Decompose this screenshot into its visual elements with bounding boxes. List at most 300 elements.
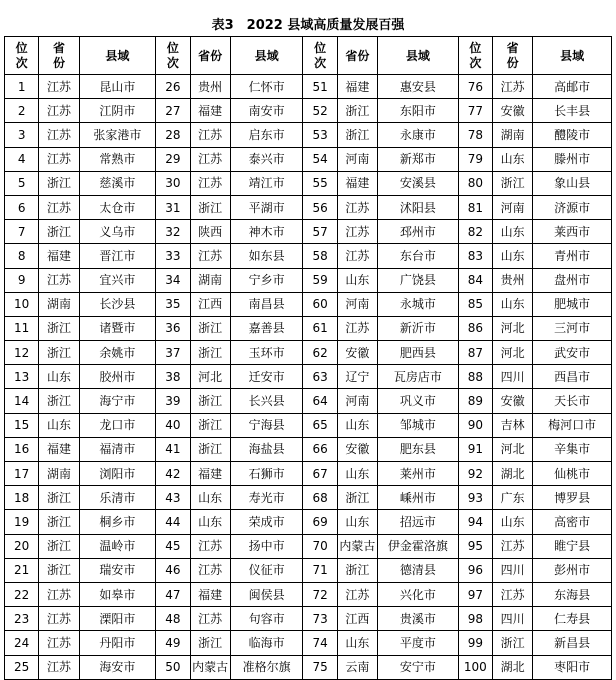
province-cell: 江苏 xyxy=(39,268,79,292)
county-cell: 启东市 xyxy=(230,123,303,147)
province-cell: 江西 xyxy=(337,607,377,631)
province-cell: 浙江 xyxy=(337,558,377,582)
county-cell: 石狮市 xyxy=(230,462,303,486)
county-cell: 肥西县 xyxy=(378,341,459,365)
rank-cell: 41 xyxy=(156,437,190,461)
province-cell: 山东 xyxy=(492,292,532,316)
province-cell: 山东 xyxy=(492,220,532,244)
province-cell: 湖北 xyxy=(492,462,532,486)
county-cell: 晋江市 xyxy=(79,244,156,268)
table-row xyxy=(5,582,612,606)
table-row xyxy=(5,75,612,99)
province-cell: 山东 xyxy=(492,244,532,268)
rank-cell: 94 xyxy=(458,510,492,534)
county-cell: 盘州市 xyxy=(533,268,612,292)
province-cell: 浙江 xyxy=(39,316,79,340)
province-cell: 湖南 xyxy=(39,292,79,316)
rank-cell: 77 xyxy=(458,99,492,123)
rank-cell: 20 xyxy=(5,534,39,558)
rank-cell: 25 xyxy=(5,655,39,679)
rank-cell: 33 xyxy=(156,244,190,268)
county-cell: 新郑市 xyxy=(378,147,459,171)
header-province: 省份 xyxy=(337,37,377,75)
county-cell: 肥东县 xyxy=(378,437,459,461)
table-row xyxy=(5,316,612,340)
province-cell: 浙江 xyxy=(337,123,377,147)
province-cell: 江苏 xyxy=(337,316,377,340)
province-cell: 湖北 xyxy=(492,655,532,679)
province-cell: 浙江 xyxy=(190,413,230,437)
rank-cell: 51 xyxy=(303,75,337,99)
county-cell: 瓦房店市 xyxy=(378,365,459,389)
county-cell: 莱州市 xyxy=(378,462,459,486)
table-row xyxy=(5,171,612,195)
province-cell: 四川 xyxy=(492,558,532,582)
county-cell: 乐清市 xyxy=(79,486,156,510)
rank-cell: 93 xyxy=(458,486,492,510)
county-cell: 海安市 xyxy=(79,655,156,679)
rank-cell: 19 xyxy=(5,510,39,534)
province-cell: 山东 xyxy=(39,413,79,437)
header-county: 县域 xyxy=(230,37,303,75)
county-cell: 余姚市 xyxy=(79,341,156,365)
county-cell: 胶州市 xyxy=(79,365,156,389)
rank-cell: 11 xyxy=(5,316,39,340)
rank-cell: 15 xyxy=(5,413,39,437)
province-cell: 江苏 xyxy=(337,220,377,244)
rank-cell: 100 xyxy=(458,655,492,679)
rank-cell: 34 xyxy=(156,268,190,292)
table-row xyxy=(5,486,612,510)
rank-cell: 46 xyxy=(156,558,190,582)
province-cell: 四川 xyxy=(492,607,532,631)
county-cell: 长丰县 xyxy=(533,99,612,123)
province-cell: 山东 xyxy=(337,268,377,292)
county-cell: 梅河口市 xyxy=(533,413,612,437)
rank-cell: 76 xyxy=(458,75,492,99)
county-cell: 象山县 xyxy=(533,171,612,195)
province-cell: 浙江 xyxy=(39,534,79,558)
province-cell: 安徽 xyxy=(492,389,532,413)
province-cell: 福建 xyxy=(39,244,79,268)
province-cell: 福建 xyxy=(39,437,79,461)
rank-cell: 57 xyxy=(303,220,337,244)
county-cell: 贵溪市 xyxy=(378,607,459,631)
province-cell: 安徽 xyxy=(337,437,377,461)
rank-cell: 10 xyxy=(5,292,39,316)
province-cell: 山东 xyxy=(337,631,377,655)
province-cell: 浙江 xyxy=(190,389,230,413)
county-cell: 靖江市 xyxy=(230,171,303,195)
county-cell: 肥城市 xyxy=(533,292,612,316)
rank-cell: 56 xyxy=(303,195,337,219)
province-cell: 江苏 xyxy=(39,195,79,219)
rank-cell: 9 xyxy=(5,268,39,292)
province-cell: 江苏 xyxy=(190,171,230,195)
rank-cell: 39 xyxy=(156,389,190,413)
province-cell: 江苏 xyxy=(39,582,79,606)
county-cell: 海宁市 xyxy=(79,389,156,413)
province-cell: 山东 xyxy=(337,510,377,534)
county-cell: 枣阳市 xyxy=(533,655,612,679)
county-cell: 荣成市 xyxy=(230,510,303,534)
county-cell: 三河市 xyxy=(533,316,612,340)
table-row xyxy=(5,558,612,582)
province-cell: 江苏 xyxy=(190,244,230,268)
county-cell: 准格尔旗 xyxy=(230,655,303,679)
province-cell: 山东 xyxy=(492,510,532,534)
province-cell: 江苏 xyxy=(337,195,377,219)
county-cell: 海盐县 xyxy=(230,437,303,461)
county-cell: 惠安县 xyxy=(378,75,459,99)
rank-cell: 70 xyxy=(303,534,337,558)
rank-cell: 24 xyxy=(5,631,39,655)
rank-cell: 26 xyxy=(156,75,190,99)
province-cell: 山东 xyxy=(337,462,377,486)
province-cell: 山东 xyxy=(337,413,377,437)
province-cell: 浙江 xyxy=(190,341,230,365)
county-cell: 长兴县 xyxy=(230,389,303,413)
table-row xyxy=(5,437,612,461)
province-cell: 浙江 xyxy=(190,437,230,461)
rank-cell: 49 xyxy=(156,631,190,655)
province-cell: 浙江 xyxy=(190,631,230,655)
county-cell: 太仓市 xyxy=(79,195,156,219)
rank-cell: 35 xyxy=(156,292,190,316)
county-cell: 醴陵市 xyxy=(533,123,612,147)
rank-cell: 53 xyxy=(303,123,337,147)
province-cell: 江苏 xyxy=(190,123,230,147)
province-cell: 江苏 xyxy=(337,582,377,606)
rank-cell: 64 xyxy=(303,389,337,413)
county-cell: 温岭市 xyxy=(79,534,156,558)
rank-cell: 28 xyxy=(156,123,190,147)
county-cell: 沭阳县 xyxy=(378,195,459,219)
table-title: 表3 2022 县域高质量发展百强 xyxy=(211,18,405,33)
header-rank: 位 次 xyxy=(303,37,337,75)
county-cell: 诸暨市 xyxy=(79,316,156,340)
province-cell: 山东 xyxy=(190,486,230,510)
rank-cell: 92 xyxy=(458,462,492,486)
county-cell: 溧阳市 xyxy=(79,607,156,631)
county-cell: 寿光市 xyxy=(230,486,303,510)
province-cell: 江苏 xyxy=(39,99,79,123)
county-cell: 巩义市 xyxy=(378,389,459,413)
province-cell: 浙江 xyxy=(337,486,377,510)
province-cell: 江苏 xyxy=(190,147,230,171)
rank-cell: 55 xyxy=(303,171,337,195)
county-cell: 安溪县 xyxy=(378,171,459,195)
rank-cell: 71 xyxy=(303,558,337,582)
county-cell: 神木市 xyxy=(230,220,303,244)
county-cell: 慈溪市 xyxy=(79,171,156,195)
province-cell: 江苏 xyxy=(39,607,79,631)
rank-cell: 88 xyxy=(458,365,492,389)
table-row xyxy=(5,655,612,679)
rank-cell: 6 xyxy=(5,195,39,219)
province-cell: 山东 xyxy=(190,510,230,534)
rank-cell: 52 xyxy=(303,99,337,123)
rank-cell: 32 xyxy=(156,220,190,244)
table-row xyxy=(5,99,612,123)
county-cell: 高邮市 xyxy=(533,75,612,99)
county-cell: 邹城市 xyxy=(378,413,459,437)
province-cell: 湖南 xyxy=(492,123,532,147)
county-cell: 广饶县 xyxy=(378,268,459,292)
province-cell: 江苏 xyxy=(39,147,79,171)
county-cell: 宁海县 xyxy=(230,413,303,437)
rank-cell: 87 xyxy=(458,341,492,365)
county-cell: 迁安市 xyxy=(230,365,303,389)
province-cell: 江苏 xyxy=(337,244,377,268)
county-cell: 德清县 xyxy=(378,558,459,582)
county-cell: 宁乡市 xyxy=(230,268,303,292)
county-cell: 济源市 xyxy=(533,195,612,219)
county-cell: 平湖市 xyxy=(230,195,303,219)
rank-cell: 50 xyxy=(156,655,190,679)
rank-cell: 95 xyxy=(458,534,492,558)
rank-cell: 62 xyxy=(303,341,337,365)
county-cell: 义乌市 xyxy=(79,220,156,244)
header-row xyxy=(5,37,612,75)
rank-cell: 48 xyxy=(156,607,190,631)
rank-cell: 63 xyxy=(303,365,337,389)
table-row xyxy=(5,220,612,244)
province-cell: 河北 xyxy=(492,341,532,365)
table-row xyxy=(5,413,612,437)
county-cell: 博罗县 xyxy=(533,486,612,510)
rank-cell: 96 xyxy=(458,558,492,582)
province-cell: 江苏 xyxy=(492,75,532,99)
rank-cell: 5 xyxy=(5,171,39,195)
county-cell: 辛集市 xyxy=(533,437,612,461)
county-cell: 东阳市 xyxy=(378,99,459,123)
header-rank: 位 次 xyxy=(458,37,492,75)
rank-cell: 59 xyxy=(303,268,337,292)
county-cell: 东海县 xyxy=(533,582,612,606)
county-cell: 招远市 xyxy=(378,510,459,534)
province-cell: 贵州 xyxy=(492,268,532,292)
county-cell: 仁寿县 xyxy=(533,607,612,631)
county-cell: 永康市 xyxy=(378,123,459,147)
province-cell: 山东 xyxy=(39,365,79,389)
province-cell: 浙江 xyxy=(39,558,79,582)
table-row xyxy=(5,268,612,292)
rank-cell: 13 xyxy=(5,365,39,389)
province-cell: 江西 xyxy=(190,292,230,316)
county-cell: 西昌市 xyxy=(533,365,612,389)
province-cell: 河南 xyxy=(492,195,532,219)
province-cell: 河南 xyxy=(337,147,377,171)
rank-cell: 29 xyxy=(156,147,190,171)
province-cell: 浙江 xyxy=(190,316,230,340)
rank-cell: 31 xyxy=(156,195,190,219)
rank-cell: 90 xyxy=(458,413,492,437)
table-row xyxy=(5,510,612,534)
county-cell: 新昌县 xyxy=(533,631,612,655)
county-cell: 句容市 xyxy=(230,607,303,631)
province-cell: 福建 xyxy=(190,582,230,606)
table-row xyxy=(5,462,612,486)
rank-cell: 45 xyxy=(156,534,190,558)
province-cell: 江苏 xyxy=(39,655,79,679)
rank-cell: 36 xyxy=(156,316,190,340)
rank-cell: 1 xyxy=(5,75,39,99)
rank-cell: 75 xyxy=(303,655,337,679)
rank-cell: 47 xyxy=(156,582,190,606)
rank-cell: 4 xyxy=(5,147,39,171)
header-county: 县域 xyxy=(79,37,156,75)
province-cell: 湖南 xyxy=(190,268,230,292)
county-cell: 长沙县 xyxy=(79,292,156,316)
province-cell: 贵州 xyxy=(190,75,230,99)
county-cell: 宜兴市 xyxy=(79,268,156,292)
province-cell: 吉林 xyxy=(492,413,532,437)
province-cell: 江苏 xyxy=(39,631,79,655)
header-rank: 位 次 xyxy=(5,37,39,75)
province-cell: 江苏 xyxy=(190,607,230,631)
province-cell: 浙江 xyxy=(39,486,79,510)
rank-cell: 91 xyxy=(458,437,492,461)
province-cell: 江苏 xyxy=(492,534,532,558)
county-cell: 嘉善县 xyxy=(230,316,303,340)
rank-cell: 67 xyxy=(303,462,337,486)
table-row xyxy=(5,607,612,631)
province-cell: 江苏 xyxy=(190,558,230,582)
county-cell: 彭州市 xyxy=(533,558,612,582)
rank-cell: 2 xyxy=(5,99,39,123)
rank-cell: 68 xyxy=(303,486,337,510)
rank-cell: 44 xyxy=(156,510,190,534)
county-cell: 高密市 xyxy=(533,510,612,534)
rank-cell: 22 xyxy=(5,582,39,606)
county-cell: 玉环市 xyxy=(230,341,303,365)
county-cell: 龙口市 xyxy=(79,413,156,437)
rankings-table xyxy=(4,36,612,680)
header-rank: 位 次 xyxy=(156,37,190,75)
county-cell: 青州市 xyxy=(533,244,612,268)
rank-cell: 58 xyxy=(303,244,337,268)
rank-cell: 83 xyxy=(458,244,492,268)
province-cell: 浙江 xyxy=(492,631,532,655)
province-cell: 浙江 xyxy=(39,510,79,534)
province-cell: 河北 xyxy=(190,365,230,389)
rank-cell: 61 xyxy=(303,316,337,340)
table-row xyxy=(5,389,612,413)
county-cell: 江阴市 xyxy=(79,99,156,123)
header-province: 省 份 xyxy=(492,37,532,75)
rank-cell: 38 xyxy=(156,365,190,389)
county-cell: 临海市 xyxy=(230,631,303,655)
county-cell: 武安市 xyxy=(533,341,612,365)
county-cell: 如皋市 xyxy=(79,582,156,606)
rank-cell: 21 xyxy=(5,558,39,582)
rank-cell: 79 xyxy=(458,147,492,171)
rank-cell: 86 xyxy=(458,316,492,340)
rank-cell: 27 xyxy=(156,99,190,123)
rank-cell: 18 xyxy=(5,486,39,510)
rank-cell: 74 xyxy=(303,631,337,655)
county-cell: 滕州市 xyxy=(533,147,612,171)
rank-cell: 84 xyxy=(458,268,492,292)
province-cell: 福建 xyxy=(190,462,230,486)
rank-cell: 30 xyxy=(156,171,190,195)
province-cell: 浙江 xyxy=(492,171,532,195)
province-cell: 江苏 xyxy=(39,123,79,147)
county-cell: 常熟市 xyxy=(79,147,156,171)
rank-cell: 89 xyxy=(458,389,492,413)
rank-cell: 72 xyxy=(303,582,337,606)
province-cell: 内蒙古 xyxy=(190,655,230,679)
rank-cell: 85 xyxy=(458,292,492,316)
province-cell: 辽宁 xyxy=(337,365,377,389)
table-row xyxy=(5,292,612,316)
table-row xyxy=(5,534,612,558)
header-county: 县域 xyxy=(378,37,459,75)
province-cell: 湖南 xyxy=(39,462,79,486)
table-row xyxy=(5,147,612,171)
county-cell: 丹阳市 xyxy=(79,631,156,655)
county-cell: 福清市 xyxy=(79,437,156,461)
rank-cell: 3 xyxy=(5,123,39,147)
province-cell: 安徽 xyxy=(337,341,377,365)
rank-cell: 97 xyxy=(458,582,492,606)
county-cell: 天长市 xyxy=(533,389,612,413)
province-cell: 山东 xyxy=(492,147,532,171)
county-cell: 浏阳市 xyxy=(79,462,156,486)
rank-cell: 99 xyxy=(458,631,492,655)
table-row xyxy=(5,123,612,147)
rank-cell: 65 xyxy=(303,413,337,437)
province-cell: 浙江 xyxy=(39,171,79,195)
county-cell: 扬中市 xyxy=(230,534,303,558)
county-cell: 南安市 xyxy=(230,99,303,123)
county-cell: 新沂市 xyxy=(378,316,459,340)
province-cell: 福建 xyxy=(190,99,230,123)
rank-cell: 7 xyxy=(5,220,39,244)
province-cell: 内蒙古 xyxy=(337,534,377,558)
county-cell: 仪征市 xyxy=(230,558,303,582)
table-row xyxy=(5,195,612,219)
rank-cell: 54 xyxy=(303,147,337,171)
province-cell: 江苏 xyxy=(190,534,230,558)
table-row xyxy=(5,244,612,268)
rank-cell: 12 xyxy=(5,341,39,365)
province-cell: 浙江 xyxy=(39,220,79,244)
rank-cell: 42 xyxy=(156,462,190,486)
rank-cell: 8 xyxy=(5,244,39,268)
county-cell: 睢宁县 xyxy=(533,534,612,558)
province-cell: 浙江 xyxy=(39,389,79,413)
rank-cell: 40 xyxy=(156,413,190,437)
province-cell: 江苏 xyxy=(39,75,79,99)
province-cell: 浙江 xyxy=(39,341,79,365)
rank-cell: 73 xyxy=(303,607,337,631)
county-cell: 仁怀市 xyxy=(230,75,303,99)
county-cell: 瑞安市 xyxy=(79,558,156,582)
county-cell: 如东县 xyxy=(230,244,303,268)
province-cell: 云南 xyxy=(337,655,377,679)
county-cell: 永城市 xyxy=(378,292,459,316)
province-cell: 福建 xyxy=(337,75,377,99)
province-cell: 浙江 xyxy=(337,99,377,123)
county-cell: 南昌县 xyxy=(230,292,303,316)
rank-cell: 14 xyxy=(5,389,39,413)
province-cell: 浙江 xyxy=(190,195,230,219)
province-cell: 河北 xyxy=(492,316,532,340)
rank-cell: 78 xyxy=(458,123,492,147)
rank-cell: 81 xyxy=(458,195,492,219)
